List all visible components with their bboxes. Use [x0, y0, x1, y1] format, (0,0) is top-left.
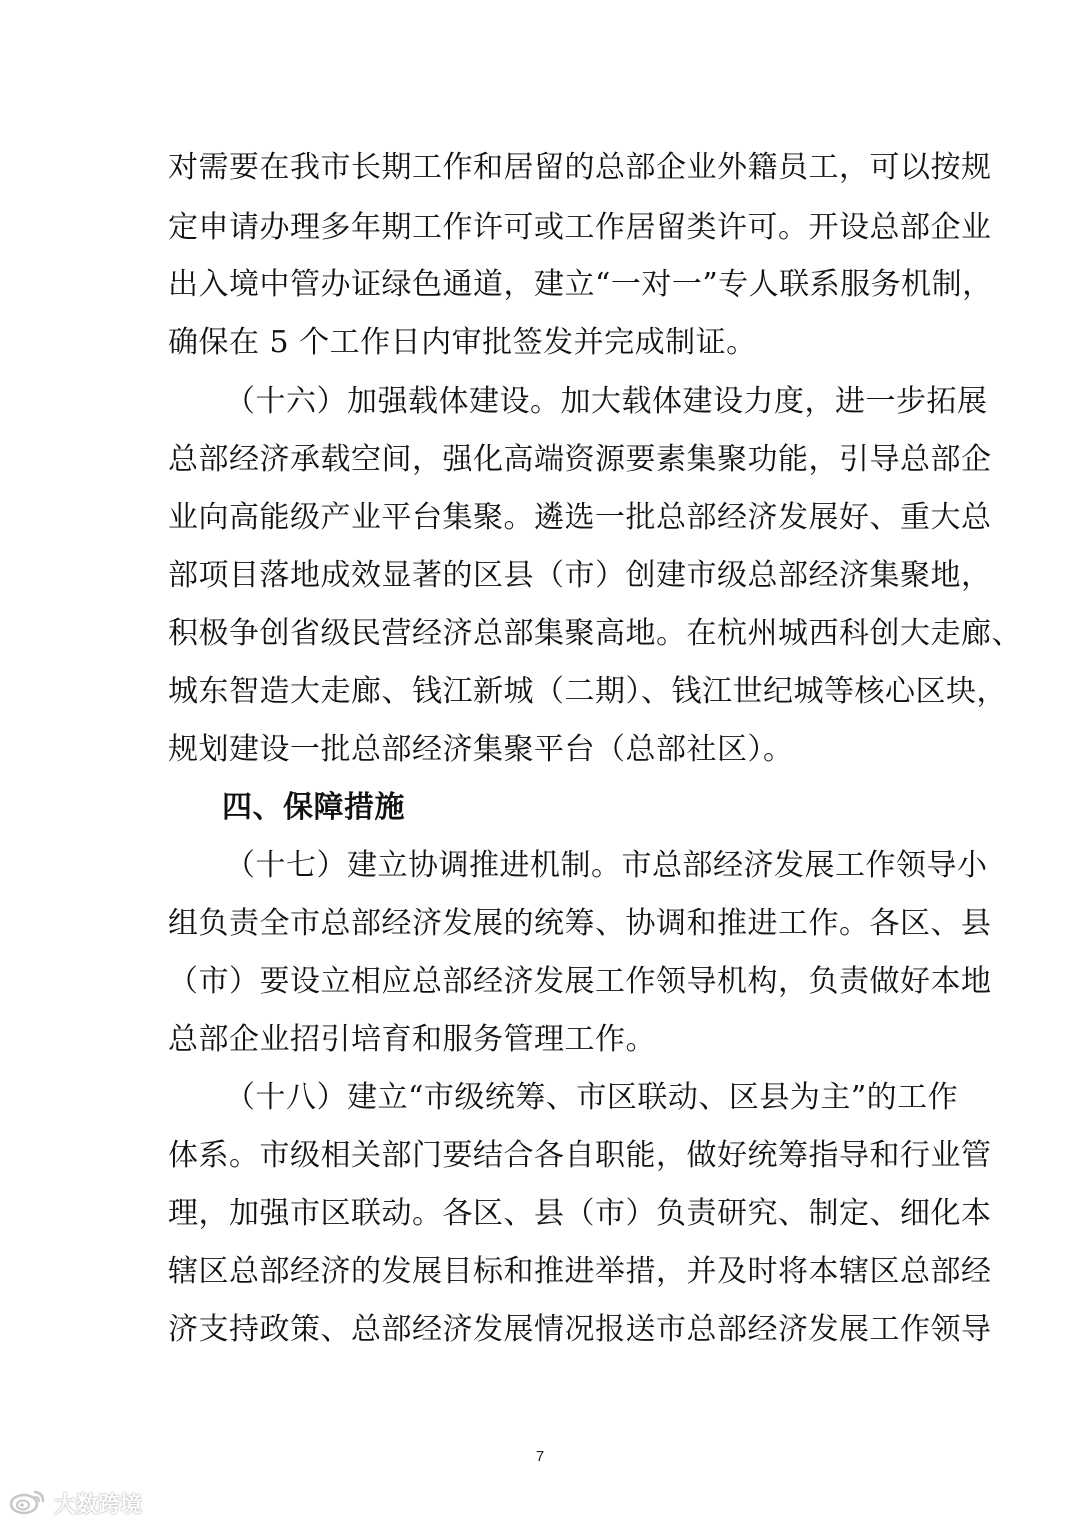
paragraph-line: 对需要在我市长期工作和居留的总部企业外籍员工，可以按规	[168, 150, 992, 185]
paragraph-line: 辖区总部经济的发展目标和推进举措，并及时将本辖区总部经	[168, 1254, 992, 1289]
watermark-text: 大数跨境	[54, 1492, 143, 1518]
paragraph-line: （十六）加强载体建设。加大载体建设力度，进一步拓展	[225, 384, 988, 419]
paragraph-line: 济支持政策、总部经济发展情况报送市总部经济发展工作领导	[168, 1312, 992, 1347]
paragraph-line: 积极争创省级民营经济总部集聚高地。在杭州城西科创大走廊、	[168, 616, 1022, 651]
paragraph-line: 体系。市级相关部门要结合各自职能，做好统筹指导和行业管	[168, 1138, 992, 1173]
paragraph-line: 规划建设一批总部经济集聚平台（总部社区）。	[168, 732, 794, 767]
paragraph-line: 组负责全市总部经济发展的统筹、协调和推进工作。各区、县	[168, 906, 992, 941]
watermark	[8, 1486, 142, 1520]
paragraph-line: 理，加强市区联动。各区、县（市）负责研究、制定、细化本	[168, 1196, 992, 1231]
paragraph-line: （十七）建立协调推进机制。市总部经济发展工作领导小	[225, 848, 988, 883]
paragraph-line: （十八）建立“市级统筹、市区联动、区县为主”的工作	[225, 1080, 959, 1115]
page-number: 7	[535, 1448, 545, 1465]
weibo-logo-icon	[8, 1487, 48, 1519]
section-heading: 四、保障措施	[222, 790, 405, 825]
paragraph-line: 业向高能级产业平台集聚。遴选一批总部经济发展好、重大总	[168, 500, 992, 535]
paragraph-line: 定申请办理多年期工作许可或工作居留类许可。开设总部企业	[168, 210, 992, 245]
paragraph-line: 确保在 5 个工作日内审批签发并完成制证。	[168, 325, 757, 360]
paragraph-line: 出入境中管办证绿色通道，建立“一对一”专人联系服务机制，	[168, 267, 993, 302]
paragraph-line: 城东智造大走廊、钱江新城（二期）、钱江世纪城等核心区块，	[168, 674, 1007, 709]
paragraph-line: 总部经济承载空间，强化高端资源要素集聚功能，引导总部企	[168, 442, 992, 477]
paragraph-line: （市）要设立相应总部经济发展工作领导机构，负责做好本地	[168, 964, 992, 999]
paragraph-line: 总部企业招引培育和服务管理工作。	[168, 1022, 656, 1057]
paragraph-line: 部项目落地成效显著的区县（市）创建市级总部经济集聚地，	[168, 558, 992, 593]
